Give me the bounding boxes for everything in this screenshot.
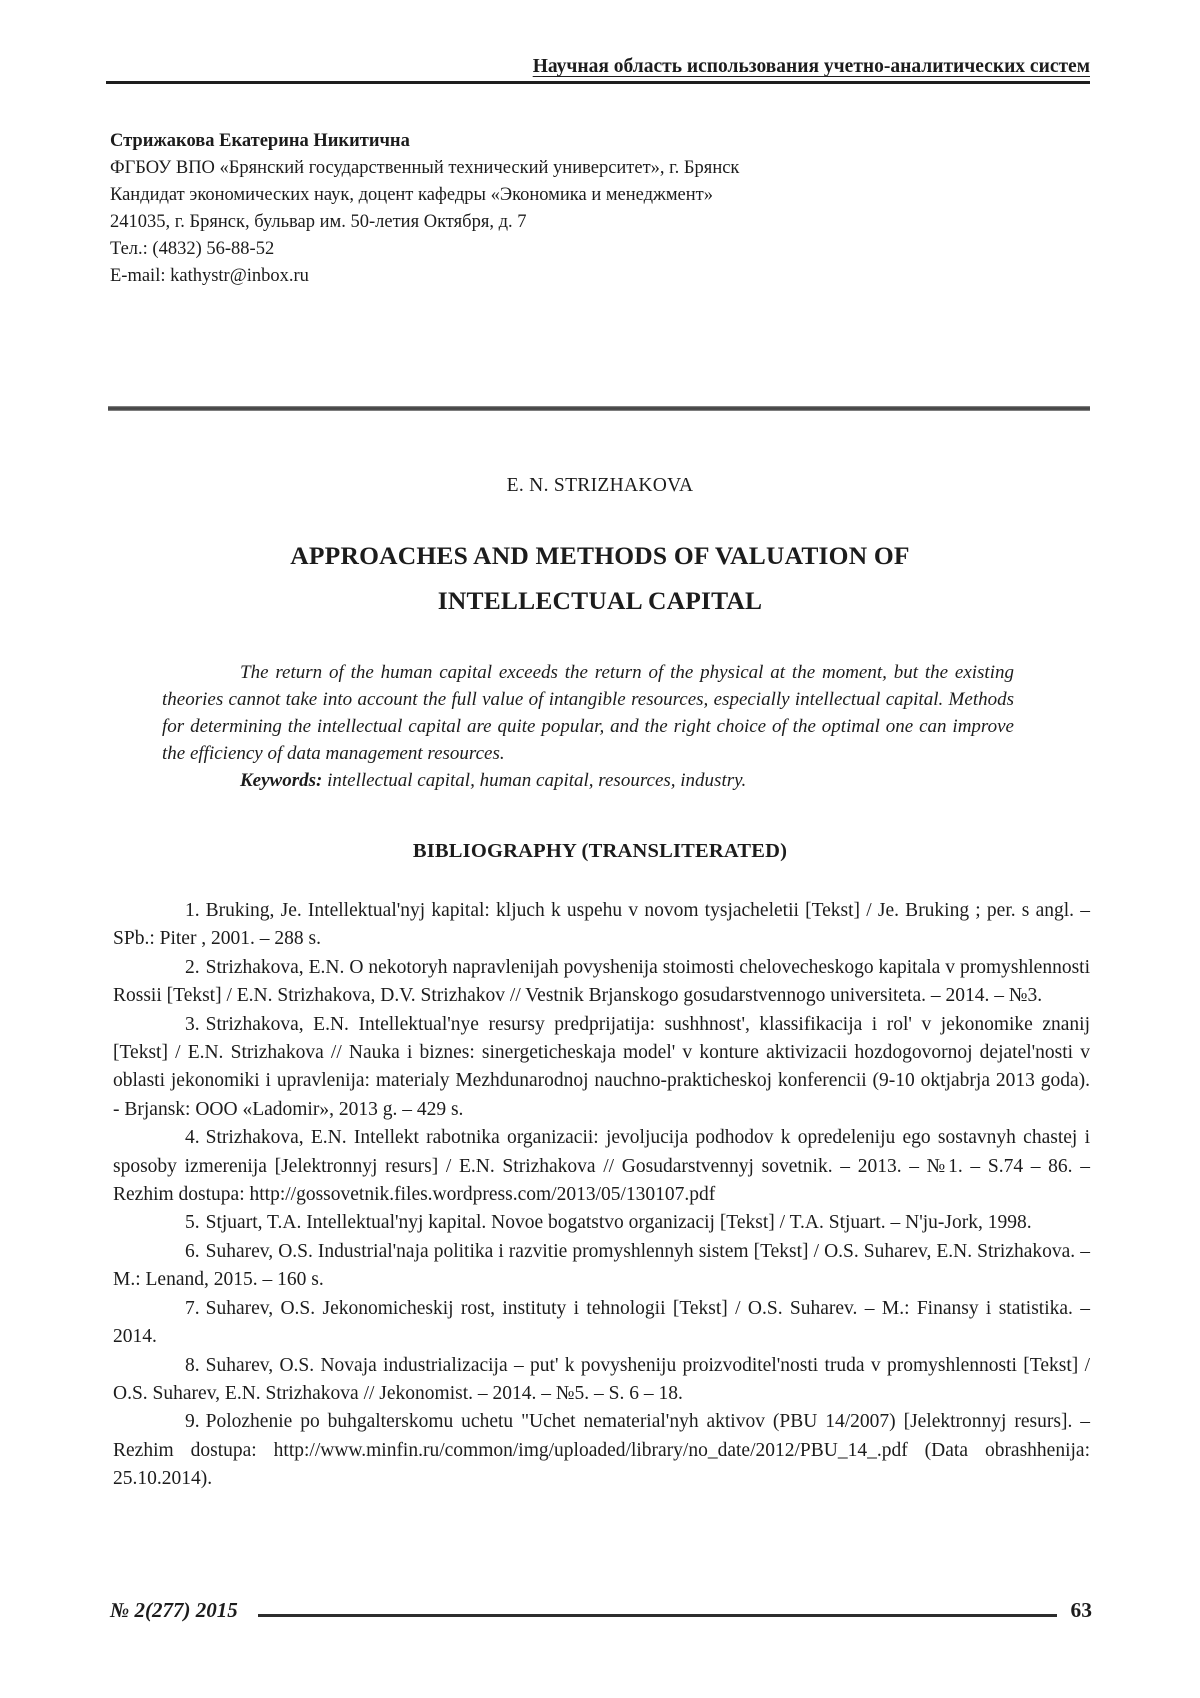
- running-head: [106, 56, 1090, 84]
- author-phone: Тел.: (4832) 56-88-52: [110, 239, 275, 259]
- footer-page-number: 63: [1070, 1598, 1092, 1622]
- bibliography-item-number: 9.: [185, 1411, 200, 1433]
- bibliography-item-text: Suharev, O.S. Industrial'naja politika i razvitie promyshlennyh sistem [Tekst] / O.S. Suharev, E.N. Strizhakova. – M.: Lenand, 2015. – 160 s.: [113, 1240, 1090, 1291]
- bibliography-item: [113, 1209, 1090, 1237]
- bibliography-item-number: 3.: [185, 1013, 200, 1035]
- bibliography-item-text: Strizhakova, E.N. Intellektual'nye resursy predprijatija: sushhnost', klassifikacija i rol' v jekonomike znanij [Tekst] / E.N. Strizhakova // Nauka i biznes: sinergeticheskaja model' v konture aktivizacii hozdogovornoj dejatel'nosti v oblasti jekonomiki i upravlenija: materialy Mezhdunarodnoj nauchno-prakticheskoj konferencii (9-10 oktjabrja 2013 goda). - Brjansk: OOO «Ladomir», 2013 g. – 429 s.: [113, 1013, 1090, 1120]
- bibliography-item-number: 1.: [185, 900, 200, 921]
- bibliography-item: [113, 1124, 1090, 1209]
- bibliography-item: [113, 897, 1090, 954]
- author-name-latin: E. N. STRIZHAKOVA: [506, 475, 694, 496]
- bibliography-item-text: Stjuart, T.A. Intellektual'nyj kapital. Novoe bogatstvo organizacij [Tekst] / T.A. Stjuart. – N'ju-Jork, 1998.: [205, 1212, 1032, 1234]
- footer-issue-label: № 2(277) 2015: [110, 1598, 238, 1622]
- keywords-label: Keywords:: [240, 770, 323, 791]
- author-affiliation: ФГБОУ ВПО «Брянский государственный технический университет», г. Брянск: [110, 158, 740, 178]
- bibliography-item-text: Suharev, O.S. Jekonomicheskij rost, instituty i tehnologii [Tekst] / O.S. Suharev. – M.: Finansy i statistika. – 2014.: [113, 1297, 1090, 1348]
- author-block: [110, 128, 1090, 290]
- bibliography-item-text: Strizhakova, E.N. Intellekt rabotnika organizacii: jevoljucija podhodov k opredeleniju ego sostavnyh chastej i sposoby izmerenija [Jelektronnyj resurs] / E.N. Strizhakova // Gosudarstvennyj sovetnik. – 2013. – №1. – S.74 – 86. – Rezhim dostupa: http://gossovetnik.files.wordpress.com/2013/05/130107.pdf: [113, 1127, 1090, 1206]
- bibliography-item: [113, 954, 1090, 1011]
- bibliography-item-number: 7.: [185, 1297, 200, 1319]
- bibliography-item: [113, 1295, 1090, 1352]
- page-footer: [110, 1598, 1092, 1623]
- bibliography-item-number: 4.: [185, 1127, 200, 1149]
- author-name: Стрижакова Екатерина Никитична: [110, 131, 410, 151]
- bibliography-item-text: Bruking, Je. Intellektual'nyj kapital: kljuch k uspehu v novom tysjacheletii [Tekst] / Je. Bruking ; per. s angl. – SPb.: Piter , 2001. – 288 s.: [113, 900, 1090, 950]
- bibliography-item: [113, 1238, 1090, 1295]
- bibliography-item-number: 2.: [185, 956, 200, 978]
- section-divider-rule: [108, 406, 1090, 411]
- bibliography-item: [113, 1408, 1090, 1493]
- bibliography-item-number: 6.: [185, 1240, 200, 1262]
- article-title: APPROACHES AND METHODS OF VALUATION OF INTELLECTUAL CAPITAL: [290, 541, 910, 615]
- article-abstract: The return of the human capital exceeds the return of the physical at the moment, but the existing theories cannot take into account the full value of intangible resources, especially intellectual capital. Methods for determining the intellectual capital are quite popular, and the right choice of the optimal one can improve the efficiency of data management resources.: [162, 662, 1014, 764]
- bibliography-item-number: 5.: [185, 1212, 200, 1234]
- author-email: E-mail: kathystr@inbox.ru: [110, 266, 309, 286]
- bibliography-item: [113, 1352, 1090, 1409]
- author-position: Кандидат экономических наук, доцент кафедры «Экономика и менеджмент»: [110, 185, 713, 205]
- bibliography-item-text: Suharev, O.S. Novaja industrializacija – put' k povysheniju proizvoditel'nosti truda v promyshlennosti [Tekst] / O.S. Suharev, E.N. Strizhakova // Jekonomist. – 2014. – №5. – S. 6 – 18.: [113, 1354, 1090, 1404]
- bibliography-item: [113, 1011, 1090, 1125]
- keywords-line: [162, 767, 1014, 794]
- bibliography-item-text: Polozhenie po buhgalterskomu uchetu "Uchet nematerial'nyh aktivov (PBU 14/2007) [Jelektronnyj resurs]. – Rezhim dostupa: http://www.minfin.ru/common/img/uploaded/library/no_date/2012/PBU_14_.pdf (Data obrashhenija: 25.10.2014).: [113, 1411, 1090, 1490]
- footer-rule: [258, 1614, 1057, 1617]
- bibliography-item-number: 8.: [185, 1354, 200, 1376]
- bibliography-list: [113, 897, 1090, 1494]
- bibliography-heading: BIBLIOGRAPHY (TRANSLITERATED): [412, 840, 788, 862]
- author-address: 241035, г. Брянск, бульвар им. 50-летия Октября, д. 7: [110, 212, 527, 232]
- running-head-text: Научная область использования учетно-аналитических систем: [532, 56, 1090, 77]
- keywords-text: intellectual capital, human capital, resources, industry.: [322, 770, 747, 791]
- bibliography-item-text: Strizhakova, E.N. O nekotoryh napravlenijah povyshenija stoimosti chelovecheskogo kapitala v promyshlennosti Rossii [Tekst] / E.N. Strizhakova, D.V. Strizhakov // Vestnik Brjanskogo gosudarstvennogo universiteta. – 2014. – №3.: [113, 956, 1090, 1007]
